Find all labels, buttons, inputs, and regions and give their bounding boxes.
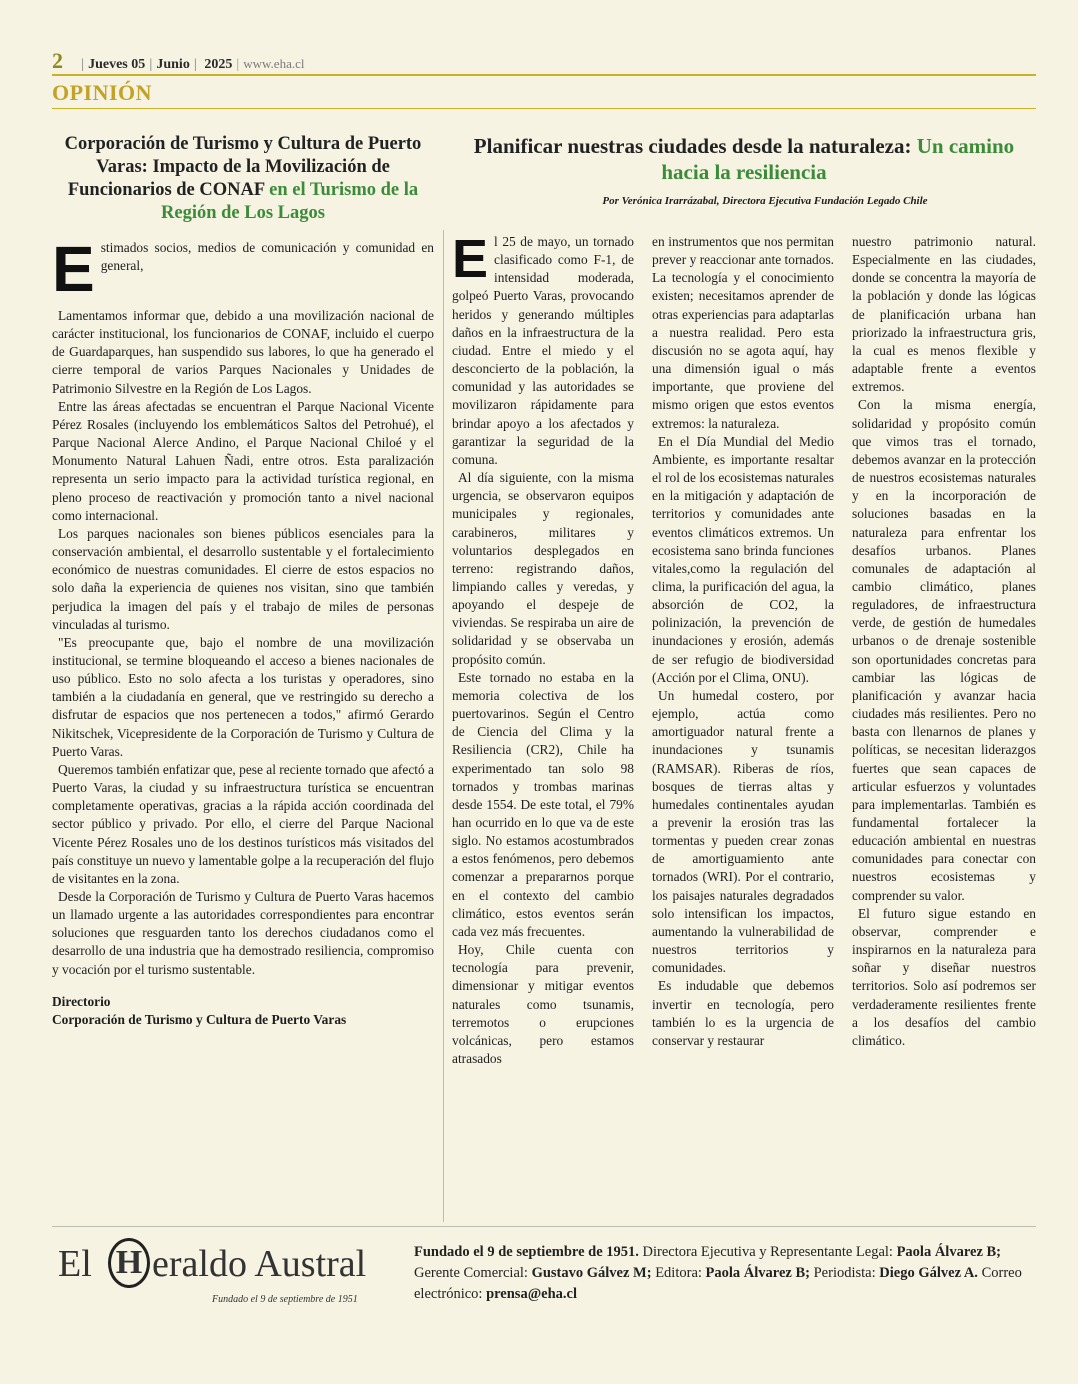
section-title: OPINIÓN	[52, 80, 153, 105]
signature-line-2: Corporación de Turismo y Cultura de Puerto Varas	[52, 1011, 347, 1027]
right-paragraph: en instrumentos que nos permitan prever y reaccionar ante tornados. La tecnología y el conocimiento existen; necesitamos aprender de otras experiencias para adaptarlas a nuestra realidad. Pero esta discusión no se agota aquí, hay una dimensión igual o más importante, que proviene del mismo origen que estos eventos extremos: la naturaleza.	[652, 234, 834, 431]
commercial-label: Gerente Comercial:	[414, 1265, 528, 1281]
section-rule	[52, 108, 1036, 109]
staff-credits	[414, 1242, 1036, 1305]
drop-cap: E	[52, 233, 95, 305]
signature-line-1: Directorio	[52, 993, 111, 1009]
issue-year: 2025	[204, 57, 233, 72]
right-paragraph: El 25 de mayo, un tornado clasificado como F-1, de intensidad moderada, golpeó Puerto Varas, provocando heridos y generando múltiples daños en la infraestructura de la ciudad. Entre el miedo y el desconcierto de la población, la comunidad y las autoridades se movilizaron rápidamente para brindar apoyo a los afectados y garantizar la seguridad de la comuna.	[452, 229, 634, 467]
left-paragraph: Desde la Corporación de Turismo y Cultura de Puerto Varas hacemos un llamado urgente a las autoridades correspondientes para encontrar soluciones que resguarden tanto los derechos ciudadanos como el desarrollo de una industria que ha demostrado resiliencia, compromiso y vocación por el turismo sustentable.	[52, 889, 434, 977]
issue-date: | Jueves 05 | Junio | 2025	[81, 57, 233, 72]
right-column-1	[452, 229, 634, 1068]
right-paragraph: Un humedal costero, por ejemplo, actúa como amortiguador natural frente a inundaciones y tsunamis (RAMSAR). Riberas de ríos, bosques de tierras altas y humedales continentales ayudan a prevenir la erosión tras las tormentas y pueden crear zonas de amortiguamiento ante tornados (WRI). Por el contrario, los paisajes naturales degradados solo intensifican los impactos, aumentando la vulnerabilidad de nuestros territorios y comunidades.	[652, 687, 834, 976]
left-signature	[52, 993, 434, 1029]
right-paragraph: nuestro patrimonio natural. Especialmente en las ciudades, donde se concentra la mayoría de la población y donde las lógicas de planificación urbana han priorizado la infraestructura gris, la cual es menos flexible y adaptable frente a eventos extremos.	[852, 234, 1036, 395]
header-rule	[52, 74, 1036, 76]
left-paragraph: "Es preocupante que, bajo el nombre de una movilización institucional, se termine bloqueando el acceso a bienes nacionales de uso público. Esto no solo afecta a los turistas y operadores, sino también a la ciudadanía en general, que ve restringido su derecho a disfrutar de espacios que nos pertenecen a todos," afirmó Gerardo Nikitschek, Vicepresidente de la Corporación de Turismo y Cultura de Puerto Varas.	[52, 634, 434, 759]
logo-el-text: El	[58, 1243, 92, 1285]
right-paragraph: Este tornado no estaba en la memoria colectiva de los puertovarinos. Según el Centro de Ciencia del Clima y la Resiliencia (CR2), Chile ha experimentado tan solo 98 tornados y trombas marinas desde 1554. De este total, el 79% han ocurrido en lo que va de este siglo. No estamos acostumbrados a estos fenómenos, pero debemos comenzar a prepararnos porque en el contexto del cambio climático, estos eventos serán cada vez más frecuentes.	[452, 669, 634, 939]
right-article-title	[452, 133, 1036, 185]
left-paragraph: Queremos también enfatizar que, pese al reciente tornado que afectó a Puerto Varas, la ciudad y su infraestructura turística se encuentran completamente operativas, gracias a la rápida acción coordinada del sector público y privado. Por ello, el cierre del Parque Nacional Vicente Pérez Rosales uno de los destinos turísticos más visitados del país constituye un nuevo y lamentable golpe a la recuperación del flujo de visitantes en la zona.	[52, 761, 434, 886]
director-name: Paola Álvarez B;	[896, 1244, 1002, 1260]
left-paragraph: Entre las áreas afectadas se encuentran el Parque Nacional Vicente Pérez Rosales (incluyendo los emblemáticos Saltos del Petrohué), el Parque Nacional Alerce Andino, el Parque Nacional Chiloé y el Monumento Natural Lahuen Ñadi, entre otros. Esta paralización representa un serio impacto para la actividad turística regional, en pleno proceso de reactivación y promoción tanto a nivel nacional como internacional.	[52, 398, 434, 523]
email-label: Correo electrónico:	[414, 1265, 1022, 1302]
editor-label: Editora:	[655, 1265, 702, 1281]
email-link[interactable]: prensa@eha.cl	[486, 1286, 578, 1302]
column-divider	[443, 230, 444, 1222]
newspaper-logo	[58, 1238, 404, 1292]
right-paragraph: Con la misma energía, solidaridad y propósito común que vimos tras el tornado, debemos avanzar en la protección de nuestros ecosistemas naturales y en la incorporación de soluciones basadas en la naturaleza para enfrentar los desafíos urbanos. Planes comunales de adaptación al cambio climático, planes reguladores, de infraestructura verde, de gestión de humedales urbanos o de drenaje sostenible son oportunidades concretas para cambiar las lógicas de planificación y avanzar hacia ciudades más resilientes. Pero no basta con llenarnos de planes y políticas, se necesitan liderazgos fuertes que sean capaces de articular esfuerzos y voluntades para implementarlas. También es fundamental fortalecer la educación ambiental en nuestras comunidades para conectar con nuestros ecosistemas y comprender su valor.	[852, 397, 1036, 903]
left-paragraph: Los parques nacionales son bienes públicos esenciales para la conservación ambiental, el desarrollo sustentable y el fortalecimiento económico de nuestras comunidades. El cierre de estos espacios no solo daña la experiencia de quienes nos visitan, sino que también perjudica la imagen del país y el trabajo de miles de personas vinculadas al turismo.	[52, 525, 434, 632]
drop-cap: E	[452, 229, 489, 289]
right-title-main: Planificar nuestras ciudades desde la naturaleza:	[473, 134, 912, 158]
website-link[interactable]: www.eha.cl	[243, 56, 305, 71]
right-article	[452, 133, 1036, 1067]
right-column-2	[652, 233, 834, 1050]
logo-name-text: eraldo Austral	[152, 1243, 367, 1285]
issue-month: Junio	[156, 57, 190, 72]
left-paragraph: Lamentamos informar que, debido a una movilización nacional de carácter institucional, los funcionarios de CONAF, incluido el cuerpo de Guardaparques, han suspendido sus labores, lo que ha generado el cierre temporal de varios Parques Nacionales y Unidades de Patrimonio Silvestre en la Región de Los Lagos.	[52, 308, 434, 396]
logo-tagline: Fundado el 9 de septiembre de 1951	[212, 1294, 358, 1305]
byline: Por Verónica Irarrázabal, Directora Ejecutiva Fundación Legado Chile	[602, 195, 928, 207]
left-article-title	[52, 133, 434, 225]
right-paragraph: En el Día Mundial del Medio Ambiente, es importante resaltar el rol de los ecosistemas naturales en la mitigación y adaptación de territorios y comunidades ante eventos climáticos extremos. Un ecosistema sano brinda funciones vitales,como la regulación del clima, la purificación del agua, la absorción de CO2, la polinización, la prevención de inundaciones y erosión, además de ser refugio de biodiversidad (Acción por el Clima, ONU).	[652, 433, 834, 685]
right-paragraph: Hoy, Chile cuenta con tecnología para prevenir, dimensionar y mitigar eventos naturales como tsunamis, terremotos o erupciones volcánicas, pero estamos atrasados	[452, 942, 634, 1067]
page-number: 2	[52, 48, 63, 73]
journalist-label: Periodista:	[813, 1265, 876, 1281]
journalist-name: Diego Gálvez A.	[879, 1265, 978, 1281]
left-article	[52, 133, 434, 1029]
right-paragraph: Al día siguiente, con la misma urgencia, se observaron equipos municipales y regionales, carabineros, militares y voluntarios desplegados en terreno: registrando daños, limpiando calles y veredas, y apoyando el despeje de viviendas. Se respiraba un aire de solidaridad y se observaba un propósito común.	[452, 470, 634, 667]
director-label: Directora Ejecutiva y Representante Legal:	[642, 1244, 893, 1260]
editor-name: Paola Álvarez B;	[705, 1265, 810, 1281]
left-title-main: Corporación de Turismo y Cultura de Puerto Varas: Impacto de la Movilización de Funcionarios de CONAF	[64, 134, 422, 200]
left-article-body	[52, 233, 434, 1029]
issue-day: Jueves 05	[88, 57, 146, 72]
right-paragraph: El futuro sigue estando en observar, comprender e inspirarnos en la naturaleza para soñar y diseñar nuestros territorios. Solo así podremos ser verdaderamente resilientes frente a los desafíos del cambio climático.	[852, 905, 1036, 1048]
right-column-3	[852, 233, 1036, 1050]
logo-h-emblem: H	[108, 1238, 150, 1288]
right-paragraph: Es indudable que debemos invertir en tecnología, pero también lo es la urgencia de conservar y restaurar	[652, 978, 834, 1048]
footer-rule	[52, 1226, 1036, 1227]
left-paragraph: Estimados socios, medios de comunicación y comunidad en general,	[52, 233, 434, 305]
commercial-name: Gustavo Gálvez M;	[531, 1265, 652, 1281]
footer	[52, 1232, 1036, 1312]
founded-text: Fundado el 9 de septiembre de 1951.	[414, 1244, 639, 1260]
right-title-highlight: Un camino hacia la resiliencia	[661, 134, 1015, 184]
masthead-strip: 2 | Jueves 05 | Junio | 2025 | www.eha.cl	[52, 48, 305, 73]
left-title-highlight: en el Turismo de la Región de Los Lagos	[161, 180, 419, 223]
